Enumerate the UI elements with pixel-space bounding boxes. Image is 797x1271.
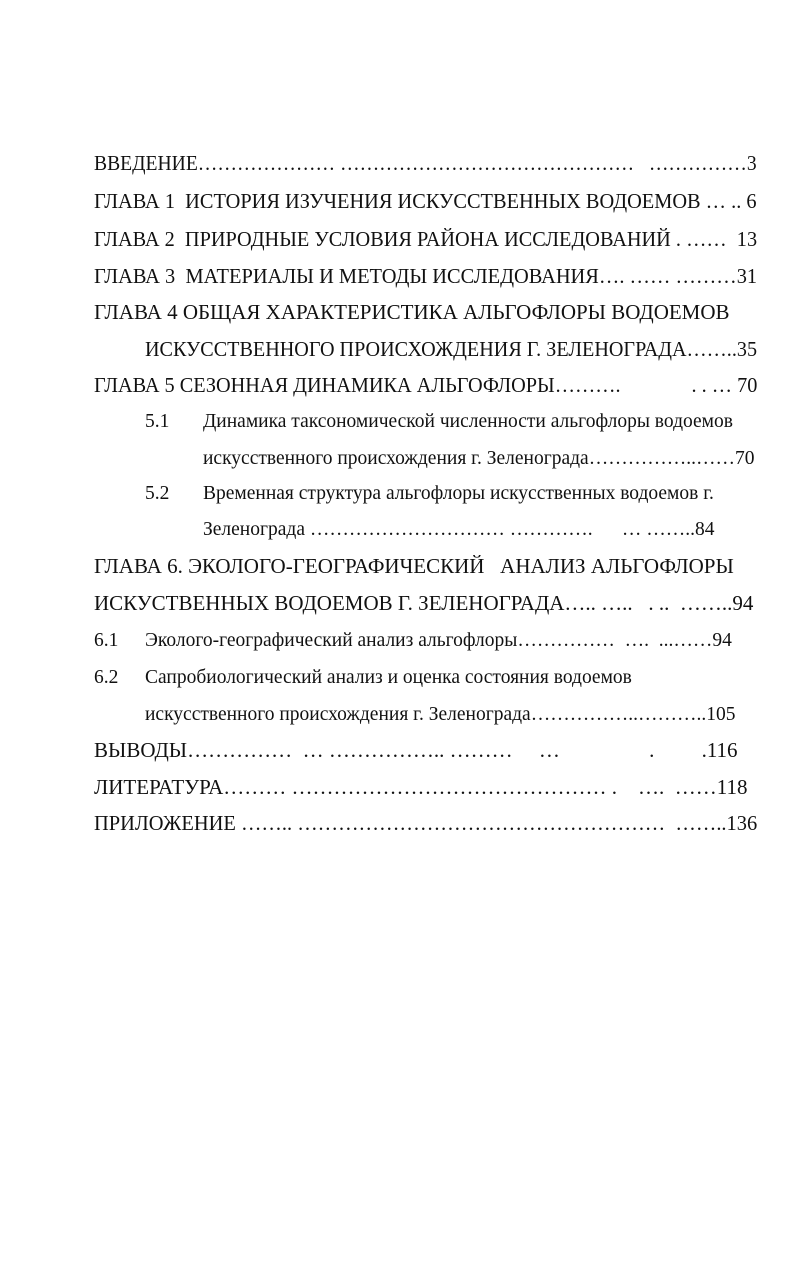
toc-entry-section-6-2-line-2: искусственного происхождения г. Зеленограда……………..………..105 xyxy=(145,704,736,725)
toc-entry-chapter-4-line-2: ИСКУССТВЕННОГО ПРОИСХОЖДЕНИЯ Г. ЗЕЛЕНОГРАДА……..35 xyxy=(145,337,758,361)
section-number-6-1: 6.1 xyxy=(94,630,119,651)
section-number-6-2: 6.2 xyxy=(94,667,119,688)
toc-entry-literature: ЛИТЕРАТУРА……… ……………………………………… . …. ……118 xyxy=(94,775,748,799)
toc-entry-section-5-1-line-2: искусственного происхождения г. Зеленограда……………..……70 xyxy=(203,448,755,469)
toc-entry-section-5-1-line-1: Динамика таксономической численности альгофлоры водоемов xyxy=(203,411,733,432)
toc-entry-conclusions: ВЫВОДЫ…………… … …………….. ……… … . .116 xyxy=(94,738,738,762)
toc-entry-section-5-2-line-2: Зеленограда ………………………… …………. … ……..84 xyxy=(203,519,715,540)
toc-entry-chapter-4-line-1: ГЛАВА 4 ОБЩАЯ ХАРАКТЕРИСТИКА АЛЬГОФЛОРЫ ВОДОЕМОВ xyxy=(94,300,730,324)
toc-entry-chapter-6-line-1: ГЛАВА 6. ЭКОЛОГО-ГЕОГРАФИЧЕСКИЙ АНАЛИЗ АЛЬГОФЛОРЫ xyxy=(94,554,734,578)
toc-entry-section-6-1: Эколого-географический анализ альгофлоры…………… …. ...……94 xyxy=(145,630,732,651)
toc-entry-chapter-1: ГЛАВА 1 ИСТОРИЯ ИЗУЧЕНИЯ ИСКУССТВЕННЫХ ВОДОЕМОВ … .. 6 xyxy=(94,189,757,213)
toc-entry-section-6-2-line-1: Сапробиологический анализ и оценка состояния водоемов xyxy=(145,667,632,688)
section-number-5-1: 5.1 xyxy=(145,411,170,432)
toc-entry-section-5-2-line-1: Временная структура альгофлоры искусственных водоемов г. xyxy=(203,483,714,504)
toc-entry-chapter-5: ГЛАВА 5 СЕЗОННАЯ ДИНАМИКА АЛЬГОФЛОРЫ………. . . … 70 xyxy=(94,373,758,397)
toc-entry-chapter-3: ГЛАВА 3 МАТЕРИАЛЫ И МЕТОДЫ ИССЛЕДОВАНИЯ…. …… ………31 xyxy=(94,264,758,288)
toc-entry-introduction: ВВЕДЕНИЕ………………… ……………………………………… ……………3 xyxy=(94,151,757,175)
toc-entry-chapter-6-line-2: ИСКУСТВЕННЫХ ВОДОЕМОВ Г. ЗЕЛЕНОГРАДА….. ….. . .. ……..94 xyxy=(94,591,754,615)
section-number-5-2: 5.2 xyxy=(145,483,170,504)
toc-entry-chapter-2: ГЛАВА 2 ПРИРОДНЫЕ УСЛОВИЯ РАЙОНА ИССЛЕДОВАНИЙ . …… 13 xyxy=(94,227,758,251)
toc-entry-appendix: ПРИЛОЖЕНИЕ …….. ……………………………………………… ……..136 xyxy=(94,811,758,835)
